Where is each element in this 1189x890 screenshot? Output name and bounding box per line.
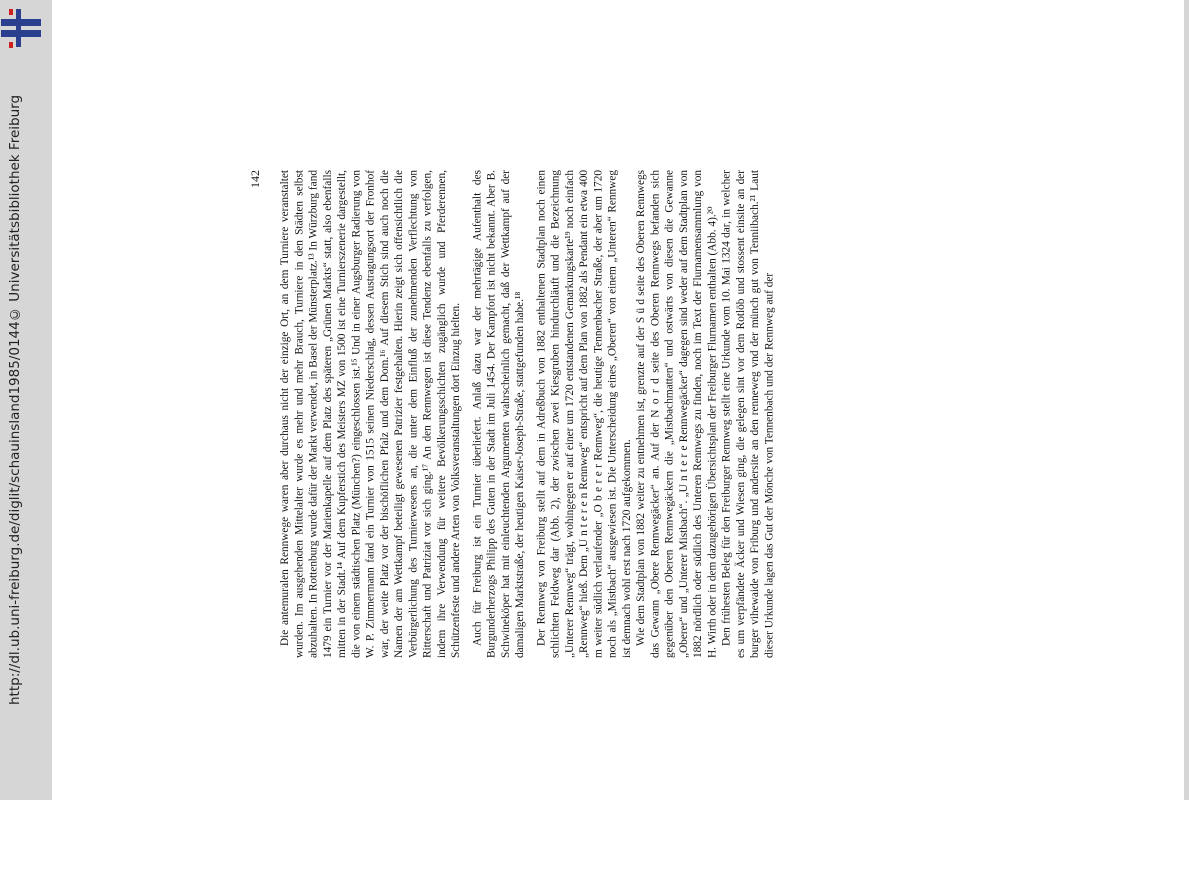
paragraph: Die antemuralen Rennwege waren aber durchaus nicht der einzige Ort, an dem Turniere veranstaltet wurden. Im ausgehenden Mittelalter wurde es mehr und mehr Brauch, Turniere in den Städten selbst abzuhalten. In Rottenburg wurde dafür der Markt verwendet, in Basel der Münsterplatz.¹³ In Würzburg fand 1479 ein Turnier vor der Marienkapelle auf dem Platz des späteren „Grünen Markts“ statt, also ebenfalls mitten in der Stadt.¹⁴ Auf dem Kupferstich des Meisters MZ von 1500 ist eine Turnierszenerie dargestellt, die von einem städtischen Platz (München?) eingeschlossen ist.¹⁵ Und in einer Augsburger Radierung von W. P. Zimmermann fand ein Turnier von 1515 seinen Niederschlag, dessen Austragungsort der Fronhof war, der weite Platz vor der bischöflichen Pfalz und dem Dom.¹⁶ Auf diesem Stich sind auch noch die Namen der am Wettkampf beteiligt gewesenen Patrizier festgehalten. Hierin zeigt sich offensichtlich die Verbürgerlichung des Turnierwesens an, die unter dem Einfluß der zunehmenden Verflechtung von Ritterschaft und Patriziat vor sich ging.¹⁷ An den Rennwegen ist diese Tendenz ebenfalls zu verfolgen, indem ihre Verwendung für weitere Bevölkerungsschichten zugänglich wurde und Pferderennen, Schützenfeste und andere Arten von Volksveranstaltungen dort Einzug hielten. <box>279 170 462 658</box>
source-url-link[interactable]: http://dl.ub.uni-freiburg.de/diglit/schauinsland1985/0144 <box>7 321 23 706</box>
copyright-notice: © Universitätsbibliothek Freiburg <box>7 94 23 322</box>
paragraph: Wie dem Stadtplan von 1882 weiter zu entnehmen ist, grenzte auf der S ü d seite des Oberen Rennwegs das Gewann „Obere Rennwegäcker“ an. Auf der N o r d seite des Oberen Rennwegs befanden sich gegenüber den Oberen Rennwegäckern die „Mistbachmatten“ und ostwärts von diesen die Gewanne „Oberer“ und „Unterer Mistbach“. „U n t e r e Rennwegäcker“ dagegen sind weder auf dem Stadtplan von 1882 nördlich oder südlich des Unteren Rennwegs zu finden, noch im Text der Flurnamensammlung von H. Wirth oder in dem dazugehörigen Übersichtsplan der Freiburger Flurnamen enthalten (Abb. 4).²⁰ <box>635 170 719 658</box>
page-text <box>278 170 996 658</box>
viewer-sidebar <box>0 0 52 800</box>
page-number: 142 <box>248 170 262 188</box>
source-caption <box>5 0 57 890</box>
scrollbar-track[interactable] <box>1184 0 1189 800</box>
paragraph: Auch für Freiburg ist ein Turnier überliefert. Anlaß dazu war der mehrtägige Aufenthalt des Burgunderherzogs Philipp des Guten in der Stadt im Juli 1454. Der Kampfort ist nicht bekannt. Aber B. Schwineköper hat mit einleuchtenden Argumenten wahrscheinlich gemacht, daß der Wettkampf auf der damaligen Marktstraße, der heutigen Kaiser-Joseph-Straße, stattgefunden habe.¹⁸ <box>471 170 526 658</box>
paragraph: Der Rennweg von Freiburg stellt auf dem in Adreßbuch von 1882 enthaltenen Stadtplan noch einen schlichten Feldweg dar (Abb. 2), der zwischen zwei Kiesgruben hindurchläuft und die Bezeichnung „Unterer Rennweg“ trägt, wohingegen er auf einer um 1720 entstandenen Gemarkungskarte¹⁹ noch einfach „Rennweg“ hieß. Dem „U n t e r e n Rennweg“ entspricht auf dem Plan von 1882 als Pendant ein etwa 400 m weiter südlich verlaufender „O b e r e r Rennweg“, die heutige Tennenbacher Straße, der aber um 1720 noch als „Mistbach“ ausgewiesen ist. Die Unterscheidung eines „Oberen“ von einem „Unteren“ Rennweg ist demnach wohl erst nach 1720 aufgekommen. <box>535 170 633 658</box>
paragraph: Den frühesten Beleg für den Freiburger Rennweg stellt eine Urkunde vom 10. Mai 1324 dar, in welcher es um verpfändete Äcker und Wiesen ging, die gelegen sint vor dem Rotlöb und stossent einsite an der burger vihewaide von Friburg und andersite an den renneweg vnd der münch gut von Tenniibach.²¹ Laut dieser Urkunde lagen das Gut der Mönche von Tennenbach und der Rennweg auf der <box>720 170 776 658</box>
